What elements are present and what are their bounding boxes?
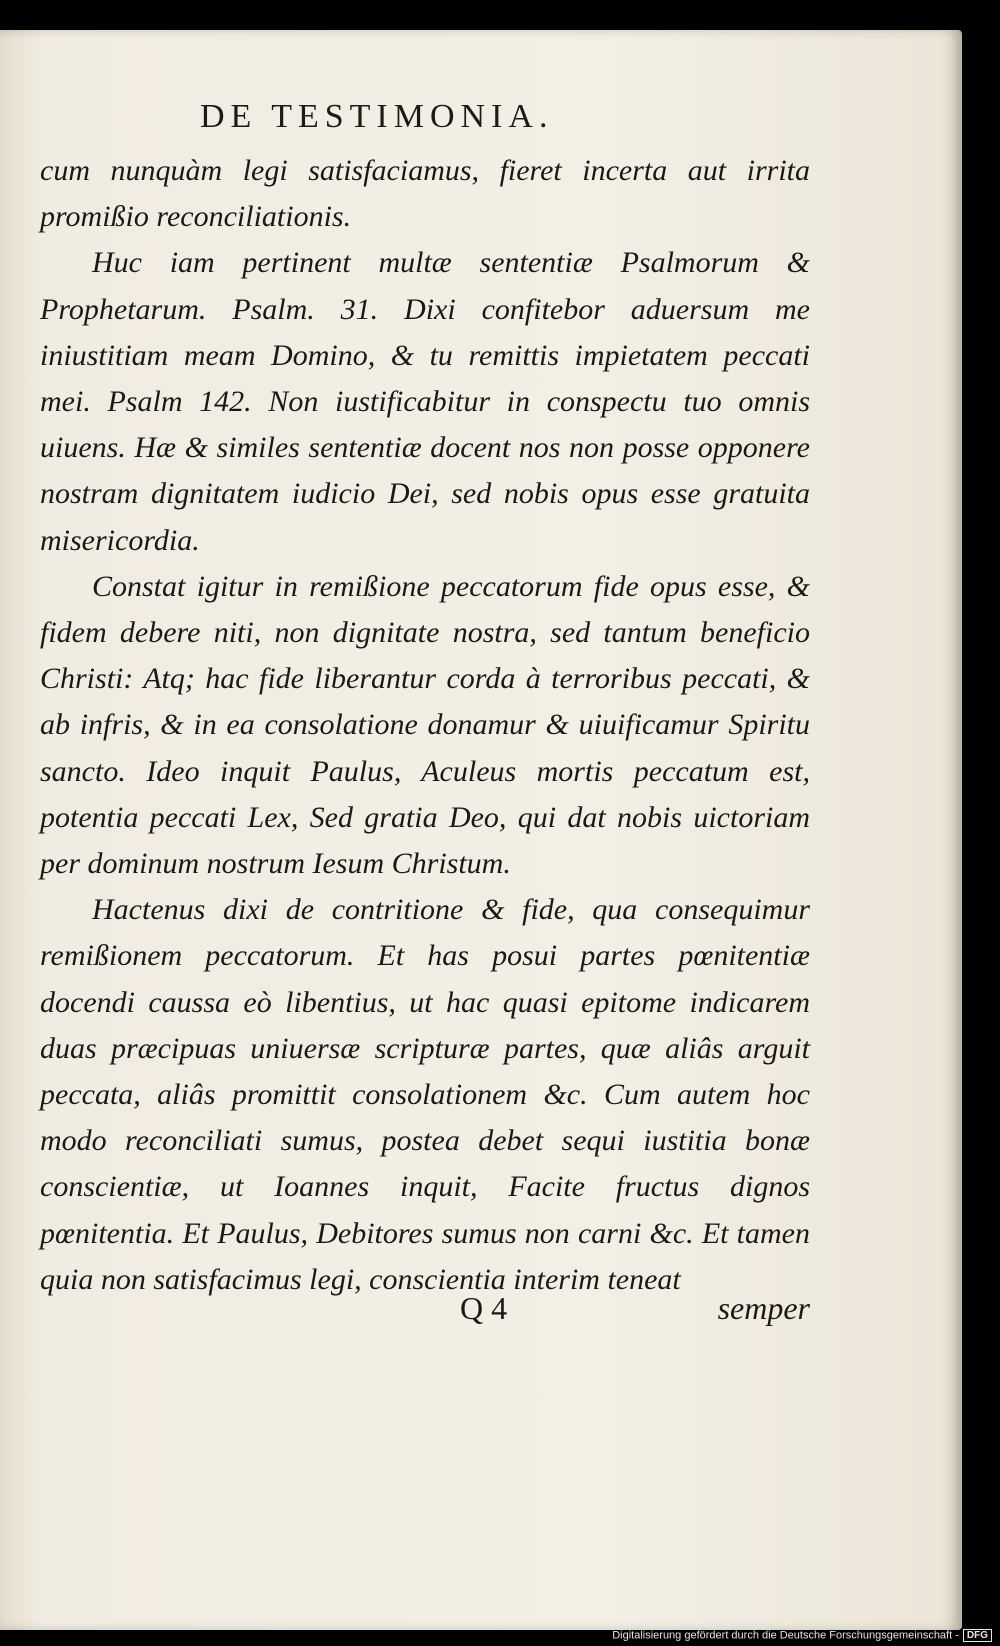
dfg-logo: DFG <box>963 1629 992 1642</box>
body-text <box>40 148 810 1303</box>
signature-mark: Q 4 <box>460 1290 508 1326</box>
book-page <box>0 30 962 1630</box>
digitization-credit <box>612 1629 992 1642</box>
running-head: DE TESTIMONIA. <box>200 98 554 135</box>
paragraph-constat: Constat igitur in remißione peccatorum fide opus esse, & fidem debere niti, non dignitate nostra, sed tantum beneficio Christi: Atq; hac fide liberantur corda à terroribus peccati, & ab infris, & in ea consolatione donamur & uiuificamur Spiritu sancto. Ideo inquit Paulus, Aculeus mortis peccatum est, potentia peccati Lex, Sed gratia Deo, qui dat nobis uictoriam per dominum nostrum Iesum Christum. <box>40 569 810 881</box>
catchword: semper <box>717 1290 810 1326</box>
paragraph-hactenus: Hactenus dixi de contritione & fide, qua consequimur remißionem peccatorum. Et has posui partes pœnitentiæ docendi caussa eò libentius, ut hac quasi epitome indicarem duas præcipuas uniuersæ scripturæ partes, quæ aliâs arguit peccata, aliâs promittit consolationem &c. Cum autem hoc modo reconciliati sumus, postea debet sequi iustitia bonæ conscientiæ, ut Ioannes inquit, Facite fructus dignos pœnitentia. Et Paulus, Debitores sumus non carni &c. Et tamen quia non satisfacimus legi, conscientia interim teneat <box>40 893 810 1296</box>
credit-text: Digitalisierung gefördert durch die Deutsche Forschungsgemeinschaft - <box>612 1629 959 1642</box>
paragraph-continuation: cum nunquàm legi satisfaciamus, fieret incerta aut irrita promißio reconciliationis. <box>40 154 810 234</box>
page-footer <box>460 1290 810 1327</box>
paragraph-psalms: Huc iam pertinent multæ sententiæ Psalmorum & Prophetarum. Psalm. 31. Dixi confitebor aduersum me iniustitiam meam Domino, & tu remittis impietatem peccati mei. Psalm 142. Non iustificabitur in conspectu tuo omnis uiuens. Hæ & similes sententiæ docent nos non posse opponere nostram dignitatem iudicio Dei, sed nobis opus esse gratuita misericordia. <box>40 246 810 557</box>
